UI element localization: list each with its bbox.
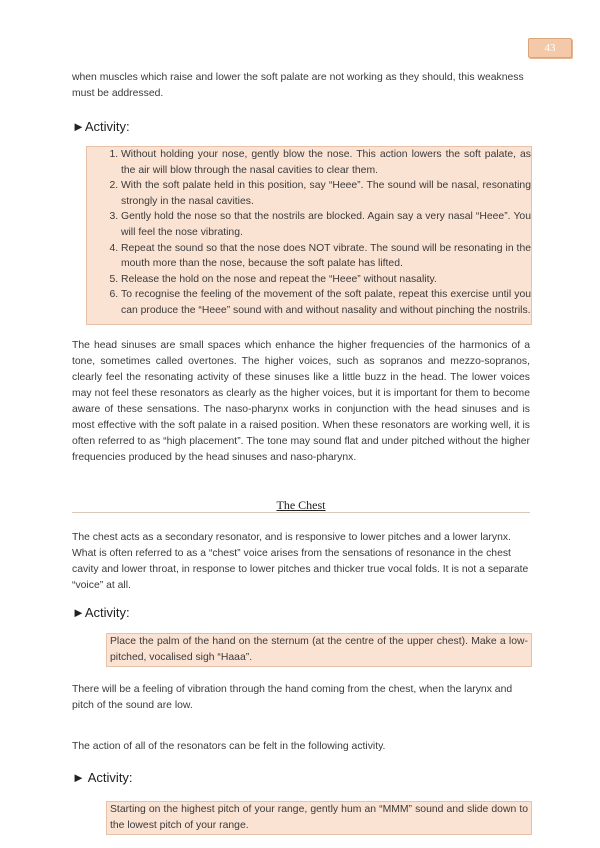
activity-3-box [106, 801, 532, 835]
activity-3-text: Starting on the highest pitch of your range, gently hum an “MMM” sound and slide down to the lowest pitch of your range. [110, 804, 528, 831]
activity-1-step: 4. Repeat the sound so that the nose does NOT vibrate. The sound will be resonating in the mouth more than the nose, because the soft palate has lifted. [121, 241, 531, 272]
activity-1-step: 1. Without holding your nose, gently blow the nose. This action lowers the soft palate, as the air will blow through the nasal cavities to clear them. [121, 147, 531, 178]
activity-2-text: Place the palm of the hand on the sternum (at the centre of the upper chest). Make a low-pitched, vocalised sigh “Haaa”. [110, 636, 528, 663]
activity-2-box [106, 633, 532, 667]
activity-2-heading: ►Activity: [72, 605, 130, 620]
activity-1-step: 2. With the soft palate held in this position, say “Heee”. The sound will be nasal, resonating strongly in the nasal cavities. [121, 178, 531, 209]
activity-1-step: 5. Release the hold on the nose and repeat the “Heee” without nasality. [121, 272, 531, 288]
intro-paragraph: when muscles which raise and lower the soft palate are not working as they should, this weakness must be addressed. [72, 72, 524, 99]
activity-3-heading: ► Activity: [72, 770, 133, 785]
chest-paragraph: The chest acts as a secondary resonator, and is responsive to lower pitches and a lower larynx. What is often referred to as a “chest” voice arises from the sensations of resonance in the chest cavity and lower throat, in response to lower pitches and thicker true vocal folds. It is not a separate “voice” at all. [72, 532, 529, 591]
section-divider [72, 512, 530, 513]
activity-1-box [86, 146, 532, 325]
activity-1-heading: ►Activity: [72, 119, 130, 134]
activity-1-steps [87, 147, 531, 319]
activity-1-step: 6. To recognise the feeling of the movement of the soft palate, repeat this exercise until you can produce the “Heee” sound with and without nasality and without pinching the nostrils. [121, 287, 531, 318]
page-number-badge: 43 [528, 38, 572, 58]
activity-1-step: 3. Gently hold the nose so that the nostrils are blocked. Again say a very nasal “Heee”. You will feel the nose vibrating. [121, 209, 531, 240]
head-sinuses-paragraph: The head sinuses are small spaces which enhance the higher frequencies of the harmonics of a tone, sometimes called overtones. The higher voices, such as sopranos and mezzo-sopranos, clearly feel the resonating activity of these sinuses like a little buzz in the head. The lower voices may not feel these resonators as clearly as the higher voices, but it is important for them to become aware of these sensations. The naso-pharynx works in conjunction with the head sinuses and is most effective with the soft palate in a raised position. When these resonators are working well, it is often referred to as “high placement”. The tone may sound flat and under pitched without the higher frequencies produced by the head sinuses and naso-pharynx. [72, 340, 530, 463]
vibration-paragraph: There will be a feeling of vibration through the hand coming from the chest, when the larynx and pitch of the sound are low. [72, 684, 513, 711]
section-title-the-chest: The Chest [276, 498, 326, 512]
resonators-paragraph: The action of all of the resonators can be felt in the following activity. [72, 741, 386, 752]
